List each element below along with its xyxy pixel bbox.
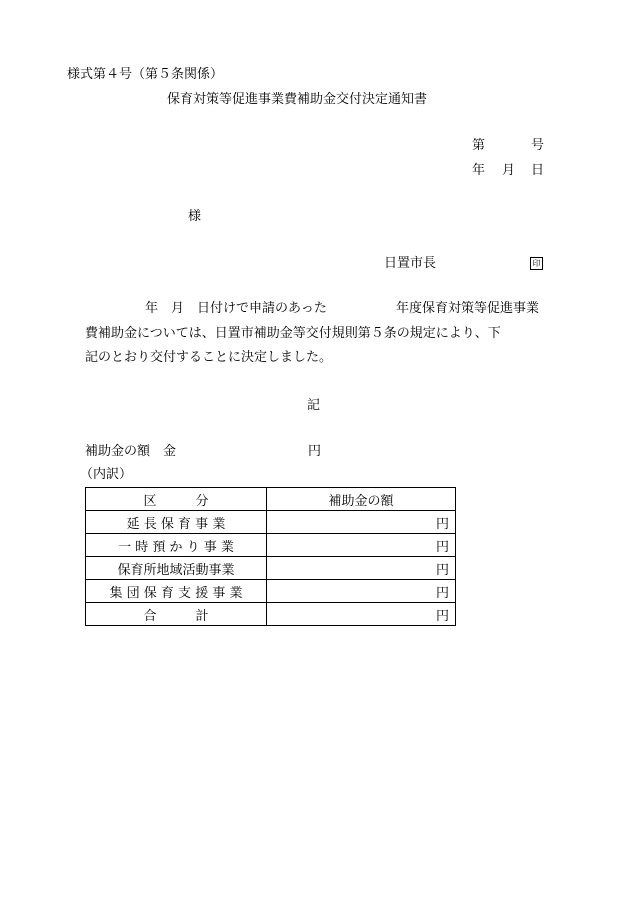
breakdown-table bbox=[85, 487, 456, 626]
body-line2: 費補助金については、日置市補助金等交付規則第５条の規定により、下 bbox=[85, 326, 501, 341]
doc-number-dai: 第 bbox=[472, 138, 486, 153]
seal-mark bbox=[530, 256, 543, 272]
addressee-honorific: 様 bbox=[188, 209, 202, 224]
row-name: 延 長 保 育 事 業 bbox=[86, 511, 267, 534]
date-month: 月 bbox=[502, 163, 516, 178]
seal-icon: 印 bbox=[530, 257, 543, 270]
table-row-total bbox=[86, 603, 456, 626]
row-amount: 円 bbox=[267, 534, 456, 557]
row-amount: 円 bbox=[267, 580, 456, 603]
breakdown-label: （内訳） bbox=[80, 467, 133, 482]
body-line1-a: 年 月 日付けで申請のあった bbox=[145, 301, 327, 316]
amount-label: 補助金の額 金 bbox=[85, 444, 177, 459]
issuer-name: 日置市長 bbox=[384, 256, 437, 271]
document-title: 保育対策等促進事業費補助金交付決定通知書 bbox=[167, 92, 428, 107]
table-row bbox=[86, 534, 456, 557]
body-line1-b: 年度保育対策等促進事業 bbox=[396, 301, 540, 316]
body-line3: 記のとおり交付することに決定しました。 bbox=[85, 350, 333, 365]
table-header-row bbox=[86, 488, 456, 511]
header-category: 区 分 bbox=[86, 488, 267, 511]
table-row bbox=[86, 557, 456, 580]
ki-heading: 記 bbox=[307, 398, 321, 413]
form-label: 様式第４号（第５条関係） bbox=[67, 67, 224, 82]
row-name: 集 団 保 育 支 援 事 業 bbox=[86, 580, 267, 603]
table-row bbox=[86, 511, 456, 534]
row-amount: 円 bbox=[267, 511, 456, 534]
amount-unit: 円 bbox=[308, 444, 322, 459]
table-row bbox=[86, 580, 456, 603]
row-name: 保育所地域活動事業 bbox=[86, 557, 267, 580]
date-year: 年 bbox=[472, 163, 486, 178]
row-amount: 円 bbox=[267, 557, 456, 580]
date-day: 日 bbox=[531, 163, 545, 178]
doc-number-go: 号 bbox=[531, 138, 545, 153]
row-name: 合 計 bbox=[86, 603, 267, 626]
row-name: 一 時 預 か り 事 業 bbox=[86, 534, 267, 557]
header-amount: 補助金の額 bbox=[267, 488, 456, 511]
row-amount: 円 bbox=[267, 603, 456, 626]
